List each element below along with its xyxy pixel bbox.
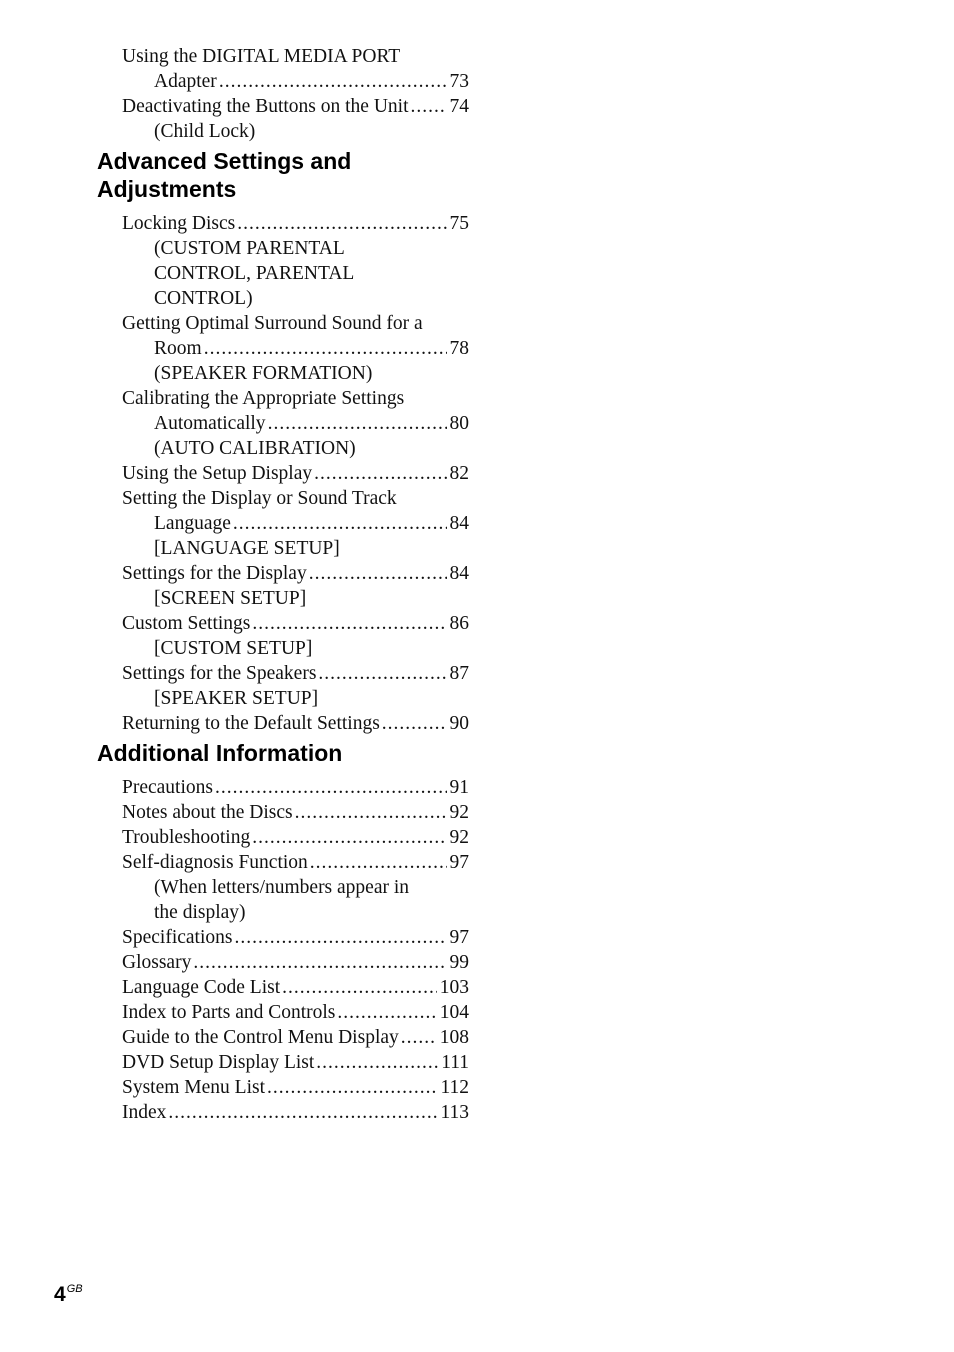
toc-entry-title: Troubleshooting: [122, 827, 251, 848]
toc-page-number: 104: [439, 1002, 469, 1023]
toc-entry-line: [122, 925, 469, 950]
toc-leader-dots: [382, 711, 447, 736]
toc-entry-note: [CUSTOM SETUP]: [154, 638, 313, 659]
toc-leader-dots: [204, 336, 447, 361]
toc-entry-title: Precautions: [122, 777, 213, 798]
toc-section: [97, 739, 469, 1125]
toc-section: [97, 147, 469, 736]
toc-page-number: 92: [449, 827, 469, 848]
toc-leader-dots: [314, 461, 446, 486]
toc-leader-dots: [252, 611, 446, 636]
toc-page-number: 84: [449, 563, 469, 584]
toc-entry-title: Using the DIGITAL MEDIA PORT: [122, 46, 401, 67]
section-heading: [97, 147, 469, 203]
toc-entry-line: [122, 511, 469, 536]
toc-leader-dots: [252, 825, 446, 850]
toc-entry: [122, 611, 469, 661]
toc-entry-line: [122, 1000, 469, 1025]
toc-entry-note: the display): [154, 902, 246, 923]
toc-entry-line: [122, 1025, 469, 1050]
toc-page-number: 75: [449, 213, 469, 234]
toc-entry-title: Self-diagnosis Function: [122, 852, 308, 873]
toc-entry-note: (When letters/numbers appear in: [154, 877, 410, 898]
toc-entry: [122, 925, 469, 950]
toc-leader-dots: [295, 800, 447, 825]
toc-entry: [122, 386, 469, 461]
toc-page-number: 108: [439, 1027, 469, 1048]
toc-entry: [122, 850, 469, 925]
toc-entries-continued: [97, 44, 469, 144]
section-heading: [97, 739, 469, 767]
toc-page-number: 90: [449, 713, 469, 734]
toc-page-number: 80: [449, 413, 469, 434]
section-heading-line: Additional Information: [97, 740, 343, 766]
toc-entry-title: Specifications: [122, 927, 233, 948]
toc-entry-line: [122, 1050, 469, 1075]
toc-entry-note: (SPEAKER FORMATION): [154, 363, 373, 384]
toc-entry-line: [122, 975, 469, 1000]
toc-entry-line: [122, 1100, 469, 1125]
toc-entry: [122, 661, 469, 711]
toc-entry-line: [122, 825, 469, 850]
page-number: [54, 1283, 83, 1307]
toc-entries: [97, 775, 469, 1125]
toc-leader-dots: [401, 1025, 437, 1050]
toc-entry: [122, 486, 469, 561]
toc-page-number: 112: [440, 1077, 469, 1098]
toc-entry: [122, 975, 469, 1000]
toc-leader-dots: [234, 925, 446, 950]
toc-entry-title: Index: [122, 1102, 167, 1123]
toc-entry-title: Adapter: [154, 71, 217, 92]
page-number-suffix: GB: [66, 1283, 83, 1295]
section-heading-line: Adjustments: [97, 176, 237, 202]
toc-leader-dots: [168, 1100, 437, 1125]
toc-page-number: 103: [439, 977, 469, 998]
toc-page-number: 97: [449, 852, 469, 873]
table-of-contents: [97, 44, 469, 1125]
toc-entry-title: Notes about the Discs: [122, 802, 293, 823]
toc-leader-dots: [215, 775, 447, 800]
toc-entry-title: Returning to the Default Settings: [122, 713, 380, 734]
toc-entry: [122, 950, 469, 975]
toc-entry-title: Calibrating the Appropriate Settings: [122, 388, 405, 409]
toc-entry-title: Language: [154, 513, 231, 534]
toc-entry: [122, 1050, 469, 1075]
toc-entry-note: (CUSTOM PARENTAL: [154, 238, 345, 259]
toc-page-number: 113: [440, 1102, 469, 1123]
toc-entry-line: [122, 411, 469, 436]
toc-entry-line: [122, 561, 469, 586]
toc-entry-title: Deactivating the Buttons on the Unit: [122, 96, 409, 117]
toc-entry: [122, 94, 469, 144]
toc-page-number: 82: [449, 463, 469, 484]
toc-leader-dots: [219, 69, 447, 94]
toc-entry-line: [122, 850, 469, 875]
toc-leader-dots: [233, 511, 447, 536]
toc-entry-note: [LANGUAGE SETUP]: [154, 538, 340, 559]
toc-entry-title: Setting the Display or Sound Track: [122, 488, 397, 509]
toc-entry-line: [122, 94, 469, 119]
toc-entry-note: (AUTO CALIBRATION): [154, 438, 356, 459]
toc-entry: [122, 561, 469, 611]
toc-entry: [122, 775, 469, 800]
toc-page-number: 84: [449, 513, 469, 534]
toc-leader-dots: [282, 975, 437, 1000]
toc-entry-title: Settings for the Speakers: [122, 663, 317, 684]
toc-entry-note: CONTROL, PARENTAL: [154, 263, 355, 284]
toc-entry: [122, 1100, 469, 1125]
toc-page-number: 74: [449, 96, 469, 117]
toc-entry: [122, 311, 469, 386]
toc-entry: [122, 1000, 469, 1025]
toc-entry-line: [122, 611, 469, 636]
toc-entry: [122, 1075, 469, 1100]
toc-page-number: 73: [449, 71, 469, 92]
toc-leader-dots: [267, 1075, 437, 1100]
toc-leader-dots: [318, 661, 446, 686]
toc-entry-line: [122, 775, 469, 800]
toc-entry-line: [122, 69, 469, 94]
toc-entry-title: Index to Parts and Controls: [122, 1002, 336, 1023]
toc-entry-title: Language Code List: [122, 977, 281, 998]
toc-entry-title: Room: [154, 338, 202, 359]
toc-entry-line: [122, 711, 469, 736]
toc-entry-title: DVD Setup Display List: [122, 1052, 315, 1073]
toc-entry-line: [122, 950, 469, 975]
toc-page-number: 97: [449, 927, 469, 948]
toc-entry: [122, 825, 469, 850]
toc-leader-dots: [309, 561, 447, 586]
toc-entry: [122, 44, 469, 94]
toc-entry-note: CONTROL): [154, 288, 253, 309]
toc-entry-title: Custom Settings: [122, 613, 251, 634]
toc-entry: [122, 711, 469, 736]
toc-page-number: 91: [449, 777, 469, 798]
toc-entry-note: (Child Lock): [154, 121, 256, 142]
toc-page-number: 78: [449, 338, 469, 359]
toc-entries: [97, 211, 469, 736]
page-number-value: 4: [54, 1283, 66, 1306]
toc-leader-dots: [268, 411, 447, 436]
toc-leader-dots: [411, 94, 447, 119]
toc-entry-title: Getting Optimal Surround Sound for a: [122, 313, 423, 334]
toc-entry: [122, 461, 469, 486]
section-heading-line: Advanced Settings and: [97, 148, 352, 174]
toc-leader-dots: [316, 1050, 438, 1075]
toc-entry-line: [122, 211, 469, 236]
toc-leader-dots: [237, 211, 446, 236]
toc-entry-line: [122, 1075, 469, 1100]
toc-leader-dots: [193, 950, 446, 975]
toc-leader-dots: [337, 1000, 436, 1025]
toc-entry-line: [122, 336, 469, 361]
toc-leader-dots: [310, 850, 447, 875]
toc-entry: [122, 800, 469, 825]
toc-entry: [122, 211, 469, 311]
toc-entry-note: [SPEAKER SETUP]: [154, 688, 319, 709]
toc-entry-title: Locking Discs: [122, 213, 236, 234]
toc-page-number: 86: [449, 613, 469, 634]
toc-entry-note: [SCREEN SETUP]: [154, 588, 307, 609]
toc-page-number: 99: [449, 952, 469, 973]
toc-page-number: 111: [441, 1052, 469, 1073]
toc-entry-title: System Menu List: [122, 1077, 266, 1098]
toc-entry-title: Glossary: [122, 952, 192, 973]
toc-page-number: 87: [449, 663, 469, 684]
toc-entry-title: Settings for the Display: [122, 563, 307, 584]
toc-page-number: 92: [449, 802, 469, 823]
toc-entry-title: Guide to the Control Menu Display: [122, 1027, 399, 1048]
toc-sections: [97, 147, 469, 1125]
toc-entry-title: Automatically: [154, 413, 266, 434]
toc-entry-line: [122, 461, 469, 486]
toc-entry: [122, 1025, 469, 1050]
toc-entry-line: [122, 661, 469, 686]
toc-entry-line: [122, 800, 469, 825]
toc-entry-title: Using the Setup Display: [122, 463, 313, 484]
